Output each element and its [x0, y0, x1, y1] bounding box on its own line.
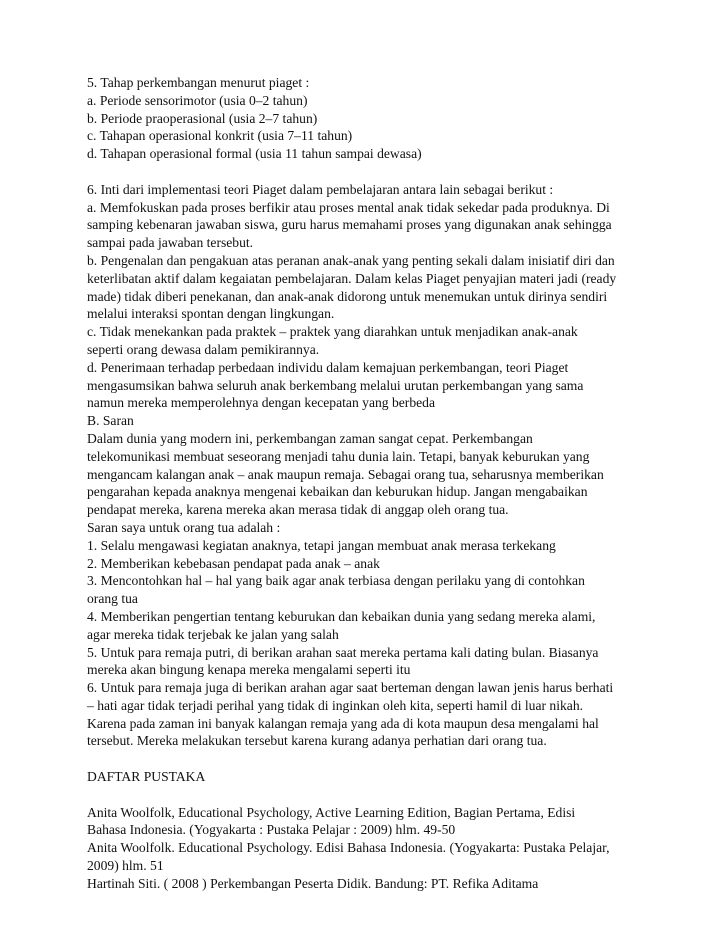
- reference-line: Hartinah Siti. ( 2008 ) Perkembangan Peserta Didik. Bandung: PT. Refika Aditama: [87, 875, 539, 891]
- text-line: sampai pada jawaban tersebut.: [87, 235, 254, 251]
- text-line: 1. Selalu mengawasi kegiatan anaknya, tetapi jangan membuat anak merasa terkekang: [87, 537, 556, 553]
- text-line: Dalam dunia yang modern ini, perkembangan zaman sangat cepat. Perkembangan: [87, 430, 533, 446]
- reference-line: Anita Woolfolk, Educational Psychology, Active Learning Edition, Bagian Pertama, Edisi: [87, 804, 576, 820]
- text-line: mengasumsikan bahwa seluruh anak berkembang melalui urutan perkembangan yang sama: [87, 377, 584, 393]
- text-line: keterlibatan aktif dalam kegaiatan pembelajaran. Dalam kelas Piaget penyajian materi jadi (ready: [87, 270, 617, 286]
- reference-line: Bahasa Indonesia. (Yogyakarta : Pustaka Pelajar : 2009) hlm. 49-50: [87, 822, 456, 838]
- text-line: b. Pengenalan dan pengakuan atas peranan anak-anak yang penting sekali dalam inisiatif diri dan: [87, 252, 615, 268]
- document-page: [87, 74, 687, 893]
- text-line: orang tua: [87, 591, 138, 607]
- text-line: a. Memfokuskan pada proses berfikir atau proses mental anak tidak sekedar pada produknya. Di: [87, 199, 610, 215]
- text-line: mereka akan bingung kenapa mereka mengalami seperti itu: [87, 662, 411, 678]
- paragraph-gap: [87, 786, 687, 804]
- text-line: telekomunikasi membuat seseorang menjadi tahu dunia lain. Tetapi, banyak keburukan yang: [87, 448, 590, 464]
- text-line: Saran saya untuk orang tua adalah :: [87, 519, 281, 535]
- text-line: mengancam kalangan anak – anak maupun remaja. Sebagai orang tua, seharusnya memberikan: [87, 466, 604, 482]
- text-line: tersebut. Mereka melakukan tersebut karena kurang adanya perhatian dari orang tua.: [87, 733, 547, 749]
- text-line: melalui interaksi spontan dengan lingkungan.: [87, 306, 335, 322]
- section-piaget-stages: [87, 74, 687, 163]
- text-line: pendapat mereka, karena mereka akan merasa tidak di anggap oleh orang tua.: [87, 502, 509, 518]
- reference-line: 2009) hlm. 51: [87, 858, 164, 874]
- text-line: Karena pada zaman ini banyak kalangan remaja yang ada di kota maupun desa mengalami hal: [87, 715, 599, 731]
- paragraph-gap: [87, 163, 687, 181]
- text-line: namun mereka memperolehnya dengan kecepatan yang berbeda: [87, 395, 435, 411]
- section-piaget-implementation: [87, 181, 687, 412]
- text-line: 5. Untuk para remaja putri, di berikan arahan saat mereka pertama kali dating bulan. Biasanya: [87, 644, 599, 660]
- section-heading: 5. Tahap perkembangan menurut piaget :: [87, 75, 310, 90]
- reference-line: Anita Woolfolk. Educational Psychology. Edisi Bahasa Indonesia. (Yogyakarta: Pustaka Pelajar,: [87, 840, 610, 856]
- text-line: seperti orang dewasa dalam pemikirannya.: [87, 341, 320, 357]
- paragraph-gap: [87, 750, 687, 768]
- section-heading: 6. Inti dari implementasi teori Piaget dalam pembelajaran antara lain sebagai berikut :: [87, 181, 554, 197]
- list-item: a. Periode sensorimotor (usia 0–2 tahun): [87, 92, 308, 108]
- section-heading: B. Saran: [87, 413, 134, 429]
- text-line: samping kebenaran jawaban siswa, guru harus memahami proses yang digunakan anak sehingga: [87, 217, 612, 233]
- list-item: c. Tahapan operasional konkrit (usia 7–11 tahun): [87, 128, 353, 144]
- list-item: d. Tahapan operasional formal (usia 11 tahun sampai dewasa): [87, 146, 422, 162]
- section-bibliography: [87, 768, 687, 893]
- text-line: 2. Memberikan kebebasan pendapat pada anak – anak: [87, 555, 380, 571]
- text-line: 6. Untuk para remaja juga di berikan arahan agar saat berteman dengan lawan jenis harus berhati: [87, 680, 614, 696]
- text-line: c. Tidak menekankan pada praktek – praktek yang diarahkan untuk menjadikan anak-anak: [87, 324, 578, 340]
- text-line: – hati agar tidak terjadi perihal yang tidak di inginkan oleh kita, seperti hamil di luar nikah.: [87, 697, 584, 713]
- text-line: agar mereka tidak terjebak ke jalan yang salah: [87, 626, 339, 642]
- text-line: d. Penerimaan terhadap perbedaan individu dalam kemajuan perkembangan, teori Piaget: [87, 359, 569, 375]
- text-line: 3. Mencontohkan hal – hal yang baik agar anak terbiasa dengan perilaku yang di contohkan: [87, 573, 585, 589]
- list-item: b. Periode praoperasional (usia 2–7 tahun): [87, 110, 318, 126]
- text-line: 4. Memberikan pengertian tentang keburukan dan kebaikan dunia yang sedang mereka alami,: [87, 608, 596, 624]
- bibliography-heading: DAFTAR PUSTAKA: [87, 769, 206, 785]
- text-line: pengarahan kepada anaknya mengenai kebaikan dan keburukan hidup. Jangan mengabaikan: [87, 484, 588, 500]
- text-line: made) tidak diberi penekanan, dan anak-anak didorong untuk menemukan untuk dirinya sendiri: [87, 288, 608, 304]
- section-saran: [87, 412, 687, 750]
